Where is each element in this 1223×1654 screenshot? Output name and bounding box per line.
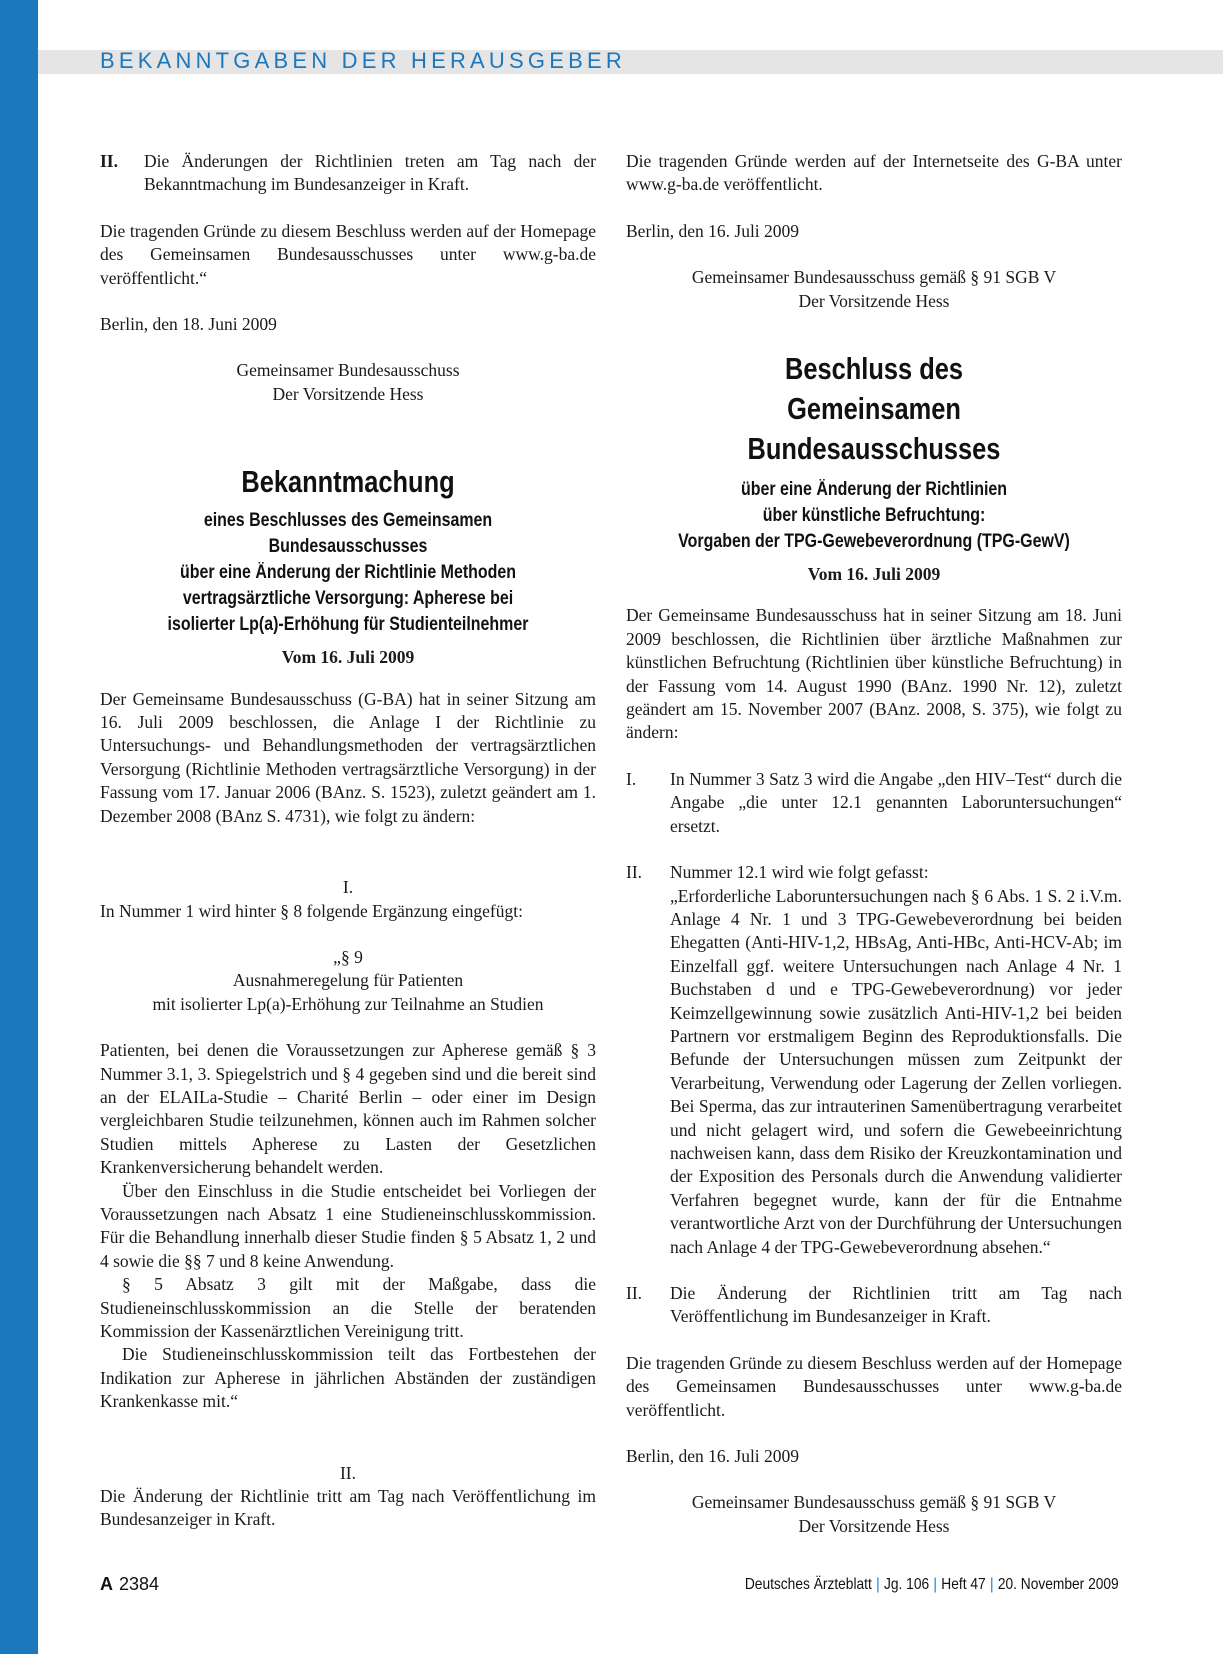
body-paragraph: § 5 Absatz 3 gilt mit der Maßgabe, dass die Studieneinschlusskommission an die Stelle der beratenden Kommission der Kassenärztlichen Vereinigung tritt. xyxy=(100,1274,596,1341)
section-header-title: BEKANNTGABEN DER HERAUSGEBER xyxy=(100,48,626,73)
signature-body: Gemeinsamer Bundesausschuss gemäß § 91 SGB V xyxy=(691,1492,1057,1513)
item-text: Nummer 12.1 wird wie folgt gefasst: xyxy=(670,862,929,883)
section-number: II. xyxy=(339,1462,357,1483)
paragraph-title: mit isolierter Lp(a)-Erhöhung zur Teilnahme an Studien xyxy=(152,993,544,1014)
body-paragraph: Über den Einschluss in die Studie entscheidet bei Vorliegen der Voraussetzungen nach Absatz 1 eine Studieneinschlusskommission. Für die Behandlung innerhalb dieser Studie finden § 5 Absatz 1, 2 und 4 sowie die §§ 7 und 8 keine Anwendung. xyxy=(100,1180,596,1271)
announcement-subheading-line: vertragsärztliche Versorgung: Apherese bei xyxy=(182,588,514,610)
signature-body: Gemeinsamer Bundesausschuss gemäß § 91 SGB V xyxy=(691,267,1057,288)
announcement-heading: Bekanntmachung xyxy=(241,464,455,500)
announcement-subheading-line: eines Beschlusses des Gemeinsamen Bundesausschusses xyxy=(203,510,493,558)
item-text: In Nummer 3 Satz 3 wird die Angabe „den HIV–Test“ durch die Angabe „die unter 12.1 genannten Laboruntersuchungen“ ersetzt. xyxy=(670,768,1122,836)
announcement-subheading-line: isolierter Lp(a)-Erhöhung für Studienteilnehmer xyxy=(167,614,529,636)
journal-footer: Deutsches Ärzteblatt | Jg. 106 | Heft 47 | 20. November 2009 xyxy=(745,1576,1119,1593)
right-column xyxy=(626,150,1122,1538)
item-number: II. xyxy=(100,151,118,171)
place-date: Berlin, den 16. Juli 2009 xyxy=(626,1446,800,1467)
paragraph-title: Ausnahmeregelung für Patienten xyxy=(232,970,464,991)
reasons-paragraph: Die tragenden Gründe werden auf der Internetseite des G-BA unter www.g-ba.de veröffentlicht. xyxy=(626,151,1122,195)
resolution-subheading-line: über eine Änderung der Richtlinien xyxy=(740,479,1008,501)
body-paragraph: Die Studieneinschlusskommission teilt das Fortbestehen der Indikation zur Apherese in jährlichen Abständen der zuständigen Krankenkasse mit.“ xyxy=(100,1344,596,1412)
journal-volume: Jg. 106 xyxy=(884,1576,930,1593)
resolution-date: Vom 16. Juli 2009 xyxy=(807,564,941,585)
item-number: II. xyxy=(626,862,643,883)
left-column xyxy=(100,150,596,1532)
paragraph-number: „§ 9 xyxy=(333,946,363,967)
left-accent-bar xyxy=(0,0,38,1654)
item-text: Die Änderung der Richtlinien tritt am Tag nach Veröffentlichung im Bundesanzeiger in Kraft. xyxy=(670,1283,1122,1327)
section-number: I. xyxy=(342,877,354,898)
item-text: Die Änderungen der Richtlinien treten am Tag nach der Bekanntmachung im Bundesanzeiger in Kraft. xyxy=(144,151,596,195)
left-item-II xyxy=(100,150,596,197)
page-letter: A xyxy=(100,1574,113,1594)
right-item-II xyxy=(626,861,1122,1259)
resolution-heading-line: Gemeinsamen Bundesausschusses xyxy=(747,391,1001,467)
body-paragraph: Patienten, bei denen die Voraussetzungen zur Apherese gemäß § 3 Nummer 3.1, 3. Spiegelstrich und § 4 gegeben sind und die bereit sind an der ELAILa-Studie – Charité Berlin – oder einer im Design vergleichbaren Studie teilzunehmen, können auch im Rahmen solcher Studien mittels Apherese zu Lasten der Gesetzlichen Krankenversicherung behandelt werden. xyxy=(100,1040,596,1178)
section-text: Die Änderung der Richtlinie tritt am Tag nach Veröffentlichung im Bundesanzeiger in Kraft. xyxy=(100,1486,596,1530)
signature-chair: Der Vorsitzende Hess xyxy=(798,290,950,311)
reasons-paragraph: Die tragenden Gründe zu diesem Beschluss werden auf der Homepage des Gemeinsamen Bundesausschusses unter www.g-ba.de veröffentlicht.“ xyxy=(100,220,596,288)
item-text: „Erforderliche Laboruntersuchungen nach § 6 Abs. 1 S. 2 i.V.m. Anlage 4 Nr. 1 und 3 TPG-Gewebeverordnung bei beiden Ehegatten (Anti-HIV-1,2, HBsAg, Anti-HBc, Anti-HCV-Ab; im Einzelfall ggf. weitere Untersuchungen nach Anlage 4 Nr. 1 Buchstaben d und e TPG-Gewebeverordnung) vor jeder Keimzellgewinnung sowie zusätzlich Anti-HIV-1,2 bei beiden Partnern vor erstmaligem Beginn des Reproduktionsfalls. Die Befunde der Untersuchungen müssen zum Zeitpunkt der Verarbeitung, Verwendung oder Lagerung der Zellen vorliegen. Bei Sperma, das zur intrauterinen Samenübertragung verarbeitet und nicht gelagert wird, und sofern die Gewebeeinrichtung nachweisen kann, dass dem Risiko der Kreuzkontamination und der Exposition des Personals durch die Anwendung validierter Verfahren begegnet wurde, kann der für die Entnahme verantwortliche Arzt von der Durchführung der Untersuchungen nach Anlage 4 der TPG-Gewebeverordnung absehen.“ xyxy=(670,885,1122,1257)
resolution-subheading-line: über künstliche Befruchtung: xyxy=(762,505,986,527)
journal-date: 20. November 2009 xyxy=(998,1576,1119,1593)
page-number xyxy=(100,1574,159,1595)
intro-paragraph: Der Gemeinsame Bundesausschuss (G-BA) hat in seiner Sitzung am 16. Juli 2009 beschlossen, die Anlage I der Richtlinie zu Untersuchungs- und Behandlungsmethoden der vertragsärztlichen Versorgung (Richtlinie Methoden vertragsärztliche Versorgung) in der Fassung vom 17. Januar 2006 (BAnz. S. 1523), zuletzt geändert am 1. Dezember 2008 (BAnz S. 4731), wie folgt zu ändern: xyxy=(100,688,596,826)
signature-chair: Der Vorsitzende Hess xyxy=(272,383,424,404)
intro-paragraph: Der Gemeinsame Bundesausschuss hat in seiner Sitzung am 18. Juni 2009 beschlossen, die Richtlinien über ärztliche Maßnahmen zur künstlichen Befruchtung (Richtlinien über künstliche Befruchtung) in der Fassung vom 14. August 1990 (BAnz. 1990 Nr. 12), zuletzt geändert am 15. November 2007 (BAnz. 2008, S. 375), wie folgt zu ändern: xyxy=(626,605,1122,743)
right-item-III xyxy=(626,1282,1122,1329)
announcement-date: Vom 16. Juli 2009 xyxy=(281,647,415,668)
journal-name: Deutsches Ärzteblatt xyxy=(745,1576,873,1593)
section-text: In Nummer 1 wird hinter § 8 folgende Ergänzung eingefügt: xyxy=(100,900,523,921)
signature-body: Gemeinsamer Bundesausschuss xyxy=(236,360,460,381)
place-date: Berlin, den 16. Juli 2009 xyxy=(626,220,800,241)
resolution-subheading-line: Vorgaben der TPG-Gewebeverordnung (TPG-GewV) xyxy=(678,531,1070,553)
item-number: I. xyxy=(626,768,637,789)
item-number: II. xyxy=(626,1283,643,1303)
announcement-subheading-line: über eine Änderung der Richtlinie Methoden xyxy=(179,562,517,584)
journal-issue: Heft 47 xyxy=(941,1576,986,1593)
right-item-I xyxy=(626,768,1122,838)
page-number-value: 2384 xyxy=(119,1574,160,1594)
place-date: Berlin, den 18. Juni 2009 xyxy=(100,314,277,335)
reasons-paragraph: Die tragenden Gründe zu diesem Beschluss werden auf der Homepage des Gemeinsamen Bundesausschusses unter www.g-ba.de veröffentlicht. xyxy=(626,1352,1122,1420)
resolution-heading-line: Beschluss des xyxy=(784,351,964,387)
signature-chair: Der Vorsitzende Hess xyxy=(798,1515,950,1536)
